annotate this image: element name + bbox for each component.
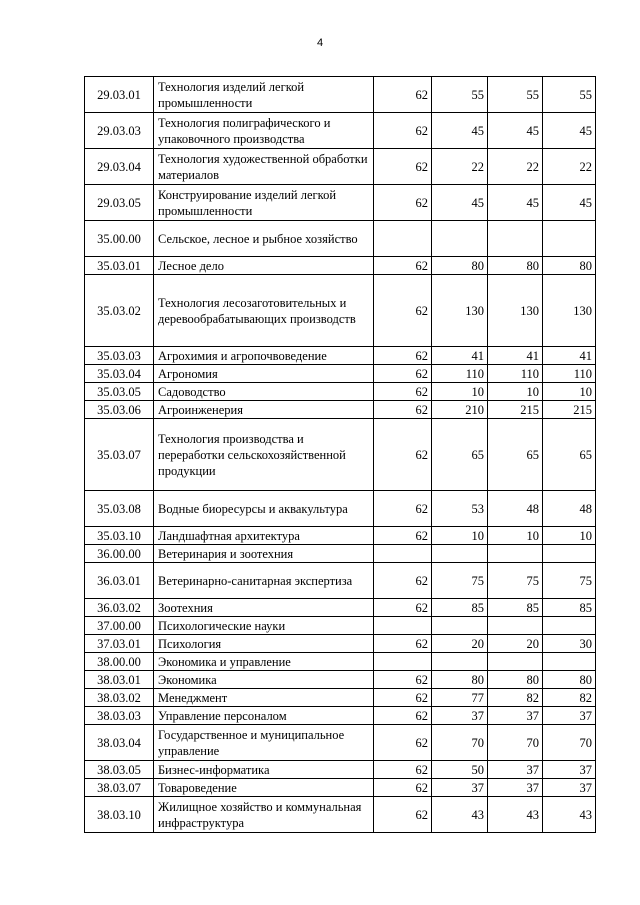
value-cell-2	[432, 545, 488, 563]
value-cell-2: 45	[432, 113, 488, 149]
value-cell-2	[432, 617, 488, 635]
table-row	[85, 779, 596, 797]
code-cell: 29.03.05	[85, 185, 154, 221]
value-cell-3: 45	[488, 185, 543, 221]
value-cell-2: 65	[432, 419, 488, 491]
value-cell-2: 45	[432, 185, 488, 221]
table-row	[85, 491, 596, 527]
code-cell: 37.03.01	[85, 635, 154, 653]
table-row	[85, 689, 596, 707]
value-cell-2: 85	[432, 599, 488, 617]
name-cell: Лесное дело	[154, 257, 374, 275]
table-row	[85, 77, 596, 113]
value-cell-3: 65	[488, 419, 543, 491]
code-cell: 35.03.02	[85, 275, 154, 347]
code-cell: 36.03.01	[85, 563, 154, 599]
value-cell-3: 48	[488, 491, 543, 527]
value-cell-1: 62	[374, 671, 432, 689]
name-cell: Технология лесозаготовительных и деревообрабатывающих производств	[154, 275, 374, 347]
value-cell-4: 48	[543, 491, 596, 527]
value-cell-4	[543, 221, 596, 257]
value-cell-1: 62	[374, 563, 432, 599]
value-cell-1	[374, 653, 432, 671]
code-cell: 38.03.04	[85, 725, 154, 761]
code-cell: 35.03.05	[85, 383, 154, 401]
value-cell-4: 22	[543, 149, 596, 185]
code-cell: 35.03.06	[85, 401, 154, 419]
value-cell-3: 85	[488, 599, 543, 617]
table-row	[85, 185, 596, 221]
value-cell-1: 62	[374, 257, 432, 275]
value-cell-3: 80	[488, 257, 543, 275]
name-cell: Агроинженерия	[154, 401, 374, 419]
table-row	[85, 725, 596, 761]
value-cell-2	[432, 653, 488, 671]
value-cell-2: 10	[432, 383, 488, 401]
value-cell-1: 62	[374, 779, 432, 797]
code-cell: 35.00.00	[85, 221, 154, 257]
code-cell: 29.03.04	[85, 149, 154, 185]
code-cell: 37.00.00	[85, 617, 154, 635]
name-cell: Ветеринария и зоотехния	[154, 545, 374, 563]
value-cell-3: 82	[488, 689, 543, 707]
name-cell: Государственное и муниципальное управление	[154, 725, 374, 761]
value-cell-1: 62	[374, 689, 432, 707]
table-row	[85, 347, 596, 365]
code-cell: 38.03.02	[85, 689, 154, 707]
value-cell-4: 130	[543, 275, 596, 347]
value-cell-2: 10	[432, 527, 488, 545]
name-cell: Управление персоналом	[154, 707, 374, 725]
value-cell-2: 70	[432, 725, 488, 761]
name-cell: Водные биоресурсы и аквакультура	[154, 491, 374, 527]
table-row	[85, 383, 596, 401]
value-cell-2: 130	[432, 275, 488, 347]
value-cell-1: 62	[374, 761, 432, 779]
code-cell: 38.03.10	[85, 797, 154, 833]
name-cell: Зоотехния	[154, 599, 374, 617]
name-cell: Товароведение	[154, 779, 374, 797]
value-cell-1: 62	[374, 185, 432, 221]
value-cell-4	[543, 545, 596, 563]
value-cell-1: 62	[374, 383, 432, 401]
value-cell-1: 62	[374, 77, 432, 113]
name-cell: Ландшафтная архитектура	[154, 527, 374, 545]
table-row	[85, 707, 596, 725]
value-cell-2: 210	[432, 401, 488, 419]
code-cell: 38.03.07	[85, 779, 154, 797]
name-cell: Сельское, лесное и рыбное хозяйство	[154, 221, 374, 257]
table-row	[85, 671, 596, 689]
value-cell-3: 130	[488, 275, 543, 347]
value-cell-4: 55	[543, 77, 596, 113]
code-cell: 38.03.03	[85, 707, 154, 725]
value-cell-3	[488, 653, 543, 671]
value-cell-3: 43	[488, 797, 543, 833]
value-cell-3: 20	[488, 635, 543, 653]
value-cell-1: 62	[374, 419, 432, 491]
code-cell: 35.03.10	[85, 527, 154, 545]
table-row	[85, 257, 596, 275]
table-row	[85, 653, 596, 671]
table-row	[85, 563, 596, 599]
value-cell-1: 62	[374, 797, 432, 833]
value-cell-4: 215	[543, 401, 596, 419]
code-cell: 35.03.04	[85, 365, 154, 383]
value-cell-3: 110	[488, 365, 543, 383]
table-row	[85, 221, 596, 257]
value-cell-4: 37	[543, 707, 596, 725]
table-row	[85, 419, 596, 491]
name-cell: Технология художественной обработки материалов	[154, 149, 374, 185]
code-cell: 36.00.00	[85, 545, 154, 563]
table-row	[85, 149, 596, 185]
value-cell-3	[488, 545, 543, 563]
value-cell-4: 45	[543, 113, 596, 149]
code-cell: 35.03.03	[85, 347, 154, 365]
value-cell-4: 45	[543, 185, 596, 221]
value-cell-1: 62	[374, 725, 432, 761]
table-row	[85, 761, 596, 779]
value-cell-4	[543, 617, 596, 635]
name-cell: Бизнес-информатика	[154, 761, 374, 779]
value-cell-4: 80	[543, 257, 596, 275]
table-row	[85, 545, 596, 563]
value-cell-2: 50	[432, 761, 488, 779]
value-cell-4: 75	[543, 563, 596, 599]
value-cell-1: 62	[374, 149, 432, 185]
name-cell: Технология изделий легкой промышленности	[154, 77, 374, 113]
name-cell: Садоводство	[154, 383, 374, 401]
name-cell: Жилищное хозяйство и коммунальная инфраструктура	[154, 797, 374, 833]
value-cell-4: 43	[543, 797, 596, 833]
value-cell-2: 37	[432, 779, 488, 797]
value-cell-2: 80	[432, 671, 488, 689]
value-cell-3: 10	[488, 527, 543, 545]
code-cell: 36.03.02	[85, 599, 154, 617]
value-cell-2: 80	[432, 257, 488, 275]
value-cell-3: 37	[488, 707, 543, 725]
name-cell: Экономика	[154, 671, 374, 689]
value-cell-2: 110	[432, 365, 488, 383]
value-cell-2: 43	[432, 797, 488, 833]
value-cell-2: 41	[432, 347, 488, 365]
value-cell-3: 10	[488, 383, 543, 401]
value-cell-2: 37	[432, 707, 488, 725]
name-cell: Менеджмент	[154, 689, 374, 707]
value-cell-3	[488, 221, 543, 257]
value-cell-2: 55	[432, 77, 488, 113]
table-row	[85, 635, 596, 653]
value-cell-2: 53	[432, 491, 488, 527]
table-row	[85, 797, 596, 833]
value-cell-1	[374, 545, 432, 563]
table-row	[85, 527, 596, 545]
code-cell: 29.03.03	[85, 113, 154, 149]
value-cell-4: 30	[543, 635, 596, 653]
value-cell-4: 110	[543, 365, 596, 383]
value-cell-1: 62	[374, 401, 432, 419]
value-cell-3: 37	[488, 779, 543, 797]
value-cell-3: 41	[488, 347, 543, 365]
value-cell-1: 62	[374, 365, 432, 383]
value-cell-3: 55	[488, 77, 543, 113]
value-cell-3	[488, 617, 543, 635]
table-row	[85, 617, 596, 635]
value-cell-1	[374, 221, 432, 257]
value-cell-4: 37	[543, 779, 596, 797]
value-cell-3: 22	[488, 149, 543, 185]
table-row	[85, 275, 596, 347]
value-cell-3: 45	[488, 113, 543, 149]
value-cell-1	[374, 617, 432, 635]
table-row	[85, 365, 596, 383]
code-cell: 38.00.00	[85, 653, 154, 671]
value-cell-4: 80	[543, 671, 596, 689]
value-cell-1: 62	[374, 491, 432, 527]
value-cell-4: 41	[543, 347, 596, 365]
name-cell: Агрохимия и агропочвоведение	[154, 347, 374, 365]
code-cell: 35.03.01	[85, 257, 154, 275]
value-cell-3: 80	[488, 671, 543, 689]
name-cell: Экономика и управление	[154, 653, 374, 671]
name-cell: Психология	[154, 635, 374, 653]
value-cell-2	[432, 221, 488, 257]
value-cell-1: 62	[374, 347, 432, 365]
value-cell-3: 37	[488, 761, 543, 779]
value-cell-4: 65	[543, 419, 596, 491]
name-cell: Психологические науки	[154, 617, 374, 635]
value-cell-1: 62	[374, 113, 432, 149]
value-cell-3: 70	[488, 725, 543, 761]
name-cell: Агрономия	[154, 365, 374, 383]
value-cell-4: 10	[543, 383, 596, 401]
value-cell-2: 20	[432, 635, 488, 653]
value-cell-3: 215	[488, 401, 543, 419]
code-cell: 35.03.07	[85, 419, 154, 491]
code-cell: 38.03.05	[85, 761, 154, 779]
code-cell: 38.03.01	[85, 671, 154, 689]
name-cell: Конструирование изделий легкой промышленности	[154, 185, 374, 221]
value-cell-4: 85	[543, 599, 596, 617]
code-cell: 29.03.01	[85, 77, 154, 113]
value-cell-4: 37	[543, 761, 596, 779]
value-cell-2: 77	[432, 689, 488, 707]
value-cell-3: 75	[488, 563, 543, 599]
table-row	[85, 599, 596, 617]
page-number: 4	[316, 37, 324, 49]
value-cell-4: 82	[543, 689, 596, 707]
value-cell-1: 62	[374, 527, 432, 545]
value-cell-1: 62	[374, 635, 432, 653]
value-cell-4	[543, 653, 596, 671]
table-row	[85, 113, 596, 149]
value-cell-2: 22	[432, 149, 488, 185]
specialties-table	[84, 76, 596, 833]
value-cell-1: 62	[374, 707, 432, 725]
value-cell-4: 10	[543, 527, 596, 545]
value-cell-1: 62	[374, 599, 432, 617]
table-row	[85, 401, 596, 419]
name-cell: Технология производства и переработки сельскохозяйственной продукции	[154, 419, 374, 491]
value-cell-2: 75	[432, 563, 488, 599]
value-cell-1: 62	[374, 275, 432, 347]
value-cell-4: 70	[543, 725, 596, 761]
code-cell: 35.03.08	[85, 491, 154, 527]
name-cell: Ветеринарно-санитарная экспертиза	[154, 563, 374, 599]
name-cell: Технология полиграфического и упаковочного производства	[154, 113, 374, 149]
